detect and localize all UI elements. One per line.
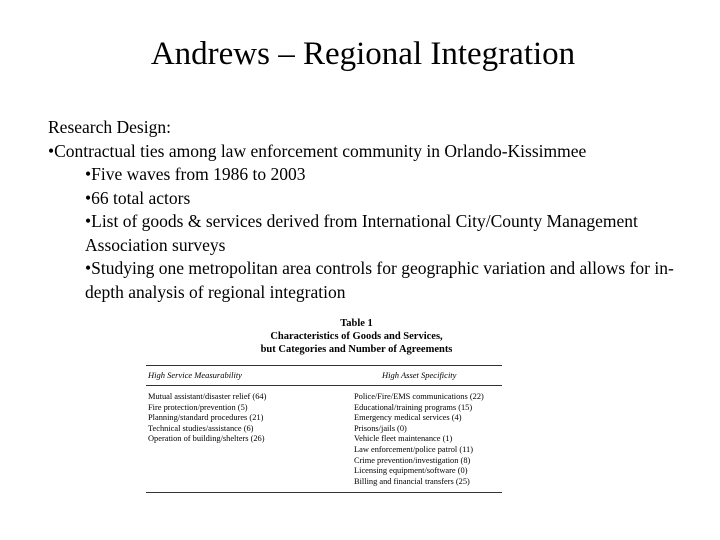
table-caption-line: but Categories and Number of Agreements <box>260 344 453 355</box>
table-header-row <box>146 366 502 385</box>
list-item: Police/Fire/EMS communications (22) <box>354 392 484 401</box>
list-item: Operation of building/shelters (26) <box>148 434 265 444</box>
list-item: Emergency medical services (4) <box>354 413 462 423</box>
table-bottom-rule <box>146 492 502 493</box>
table-caption <box>211 317 502 356</box>
research-design-heading: Research Design: <box>48 117 171 137</box>
left-column <box>146 392 354 487</box>
table-body <box>146 386 502 492</box>
research-design-text <box>48 116 688 304</box>
main-bullet: •Contractual ties among law enforcement community in Orlando-Kissimmee <box>48 140 587 161</box>
list-item: Billing and financial transfers (25) <box>354 476 470 486</box>
slide-title: Andrews – Regional Integration <box>150 36 576 72</box>
list-item: Planning/standard procedures (21) <box>148 413 264 423</box>
list-item: Law enforcement/police patrol (11) <box>354 444 473 454</box>
list-item: Educational/training programs (15) <box>354 402 473 412</box>
right-column <box>354 392 502 487</box>
sub-bullet-metropolitan: •Studying one metropolitan area controls for geographic variation and allows for in-depth analysis of regional integration <box>85 258 674 302</box>
sub-bullet-goods-services: •List of goods & services derived from International City/County Management Association surveys <box>85 211 638 255</box>
list-item: Licensing equipment/software (0) <box>354 466 468 476</box>
header-high-asset-specificity: High Asset Specificity <box>382 370 457 380</box>
sub-bullet-waves: •Five waves from 1986 to 2003 <box>85 164 306 184</box>
sub-bullet-actors: •66 total actors <box>85 187 191 208</box>
list-item: Mutual assistant/disaster relief (64) <box>148 392 267 401</box>
list-item: Crime prevention/investigation (8) <box>354 455 471 465</box>
list-item: Technical studies/assistance (6) <box>148 423 254 433</box>
list-item: Vehicle fleet maintenance (1) <box>354 434 453 444</box>
list-item: Prisons/jails (0) <box>354 423 407 433</box>
goods-services-table <box>146 317 502 493</box>
table-caption-line: Table 1 <box>340 318 373 329</box>
table-caption-line: Characteristics of Goods and Services, <box>270 331 443 342</box>
header-high-service-measurability: High Service Measurability <box>148 370 242 380</box>
list-item: Fire protection/prevention (5) <box>148 402 248 412</box>
